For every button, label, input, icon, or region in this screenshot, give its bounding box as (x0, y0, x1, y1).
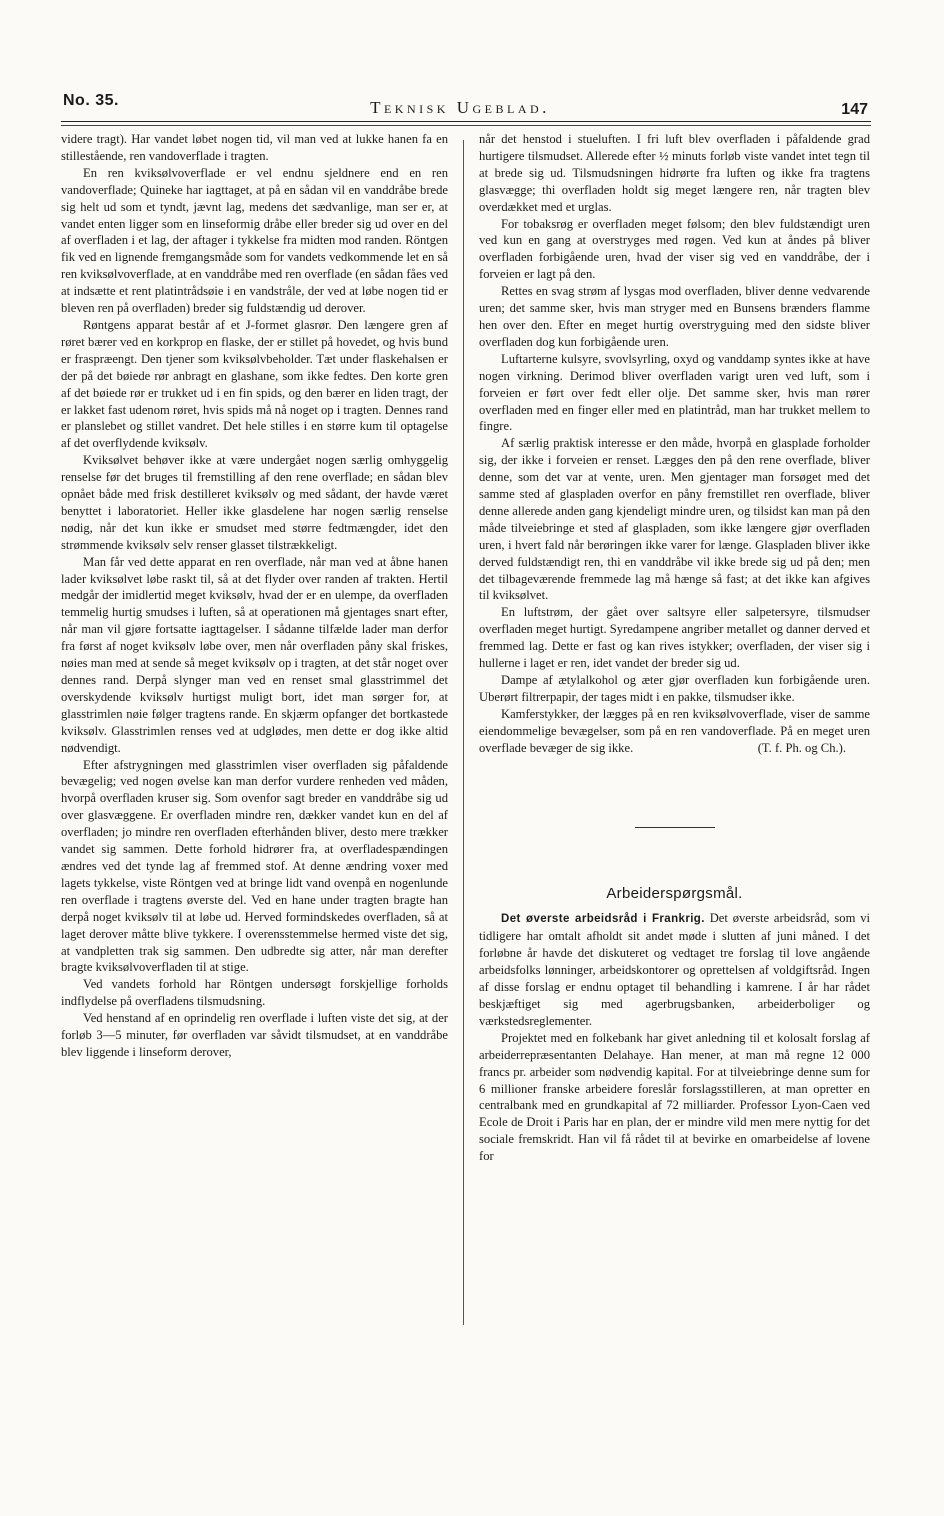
paragraph-text: Det øverste arbeidsråd, som vi tidligere har omtalt afholdt sit andet møde i slutten af juni måned. I det forløbne år havde det diskuteret og vedtaget tre forslag til love angående arbeidsfolks lønninger, arbeidskontorer og oprettelsen af voldgiftsråd. Ingen af disse forslag er endnu optaget til behandling i kamrene. I år har rådet beskjæftiget sig med agerbrugsbanken, arbeiderboliger og værkstedsreglementer. (479, 911, 871, 1028)
right-column (479, 131, 870, 1165)
journal-title: Teknisk Ugeblad. (370, 98, 550, 117)
paragraph: En ren kviksølvoverflade er vel endnu sjeldnere end en ren vandoverflade; Quineke har iagttaget, at på en sådan vil en vanddråbe brede sig helt ud som et tyndt, jævnt lag, medens det sædvanlige, man ser er, at vandet enten ligger som en linseformig dråbe eller breder sig ud over en del af overfladen i et lag, der aftager i tykkelse fra midten mod randen. Röntgen fik ved en lignende fremgangsmåde som for vandets vedkommende let en så ren kviksølvoverflade, at en vanddråbe med ren overflade (en sådan fåes ved at indsætte et rent platintrådsøie i en vandstråle, der ved at løbe nogen tid er bleven ren på overfladen) breder sig fuldstændig ud derover. (61, 165, 448, 316)
header-rule (61, 121, 871, 122)
paragraph-with-signature (479, 706, 870, 757)
paragraph: Man får ved dette apparat en ren overflade, når man ved at åbne hanen lader kviksølvet løbe raskt til, så at det flyder over randen af trakten. Hertil medgår der imidlertid meget kviksølv, hvad der er en ulempe, da overfladen temmelig hurtig smudses i luften, så at operationen må gjentages snart efter, når man vil gjøre fortsatte iagttagelser. I sådanne tilfælde lader man derfor fra først af noget kviksølv løbe over, men når overfladen påny skal friskes, nøies man med at sende så meget kviksølv op i tragten, at det står noget over dennes rand. Derpå slynger man ved en renset smal glasstrimmel det overskydende kviksølv hurtigst muligt bort, idet man sørger for, at glasstrimlen nøie følger tragtens rande. En skjærm opfanger det bortkastede kviksølv. Glasstrimlen renses ved at udglødes, men dette er dog ikke altid nødvendigt. (61, 554, 448, 755)
section-paragraph: Projektet med en folkebank har givet anledning til et kolosalt forslag af arbeiderrepræsentanten Delahaye. Han mener, at man må regne 12 000 francs pr. arbeider som nødvendig kapital. For at tilveiebringe denne sum for 6 millioner franske arbeidere foreslår forslagsstilleren, at man opretter en centralbank med en grundkapital af 72 milliarder. Professor Lyon-Caen ved Ecole de Droit i Paris har en plan, der er mindre vild men mere nyttig for det sociale fremskridt. Han vil få rådet til at bevirke en omarbeidelse af lovene for (479, 1030, 870, 1164)
paragraph: Efter afstrygningen med glasstrimlen viser overfladen sig påfaldende bevægelig; ved nogen øvelse kan man derfor vurdere renheden ved måden, hvorpå overfladen kruser sig. Som ovenfor sagt breder en vanddråbe sig ud over glasvæggene. Er overfladen mindre ren, dækker vandet kun en del af overfladen; jo mindre ren overfladen efterhånden bliver, desto mere trækker vandet sig sammen. Dette forhold hidrører fra, at overfladespændingen ændres ved det tynde lag af fremmed stof. At denne ændring voxer med lagets tykkelse, viste Röntgen ved at bringe lidt vand ovenpå en nogenlunde ren overflade i tragtens øverste del. Ved en hane under tragten bragte han derpå noget kviksølv til at løbe ud. Herved formindskedes overfladen, så at laget derover måtte blive tykkere. I overensstemmelse hermed viste det sig, at vandpletten trak sig sammen. Den udbredte sig atter, når man derefter bragte kviksølvoverfladen til at stige. (61, 757, 448, 975)
left-column (61, 131, 448, 1061)
paragraph: når det henstod i stueluften. I fri luft blev overfladen i påfaldende grad hurtigere tilsmudset. Allerede efter ½ minuts forløb viste vandet intet tegn til at brede sig ud. Tilsmudsningen hidrørte fra luften og ikke fra tragtens glasvægge; thi overfladen holdt sig meget længere ren, når tragten blev overdækket med et urglas. (479, 132, 870, 214)
paragraph: Kviksølvet behøver ikke at være undergået nogen særlig omhyggelig renselse før det bruges til fremstilling af den rene overflade; en sådan blev opnået både med frisk destilleret kviksølv og med sådant, der havde været benyttet i laboratoriet. Heller ikke glasdelene har nogen særlig renselse nødig, når det kun ikke er smudset med større fedtmængder, idet den strømmende kviksølv selv renser glasset tilstrækkeligt. (61, 453, 448, 552)
paragraph: Ved vandets forhold har Röntgen undersøgt forskjellige forholds indflydelse på overfladens tilsmudsning. (61, 977, 448, 1009)
paragraph: Rettes en svag strøm af lysgas mod overfladen, bliver denne vedvarende uren; det samme sker, hvis man stryger med en Bunsens brænders flamme hen over den. Efter en meget hurtig overstryguing med den sidste bliver overfladen dog kun forbigående uren. (479, 284, 870, 349)
paragraph: Røntgens apparat består af et J-formet glasrør. Den længere gren af røret bærer ved en korkprop en flaske, der er stillet på hovedet, og hvis bund er fraspræengt. Den tjener som kviksølvbeholder. Tæt under flaskehalsen er der på det bøiede rør anbragt en glashane, som ikke fedtes. Den korte gren af det bøiede rør er trukket ud i en fin spids, og den bærer en liden tragt, der er lakket fast udenom røret, hvis spids må nå noget op i tragten. Dennes rand er planslebet og stillet vandret. Det hele stilles i en større kum til optagelse af det overflydende kviksølv. (61, 317, 448, 451)
section-title: Arbeiderspørgsmål. (606, 884, 743, 902)
paragraph-text: Kamferstykker, der lægges på en ren kviksølvoverflade, viser de samme eiendommelige bevægelser, som på en ren vandoverflade. På en meget uren overflade bevæger de sig ikke. (479, 706, 870, 755)
section-separator (635, 827, 715, 828)
page-number: 147 (841, 101, 868, 118)
paragraph: Dampe af ætylalkohol og æter gjør overfladen kun forbigående uren. Uberørt filtrerpapir, der tages midt i en pakke, tilsmudser ikke. (479, 673, 870, 704)
paragraph: videre tragt). Har vandet løbet nogen tid, vil man ved at lukke hanen fa en stillestående, ren vandoverflade i tragten. (61, 132, 448, 163)
paragraph: En luftstrøm, der gået over saltsyre eller salpetersyre, tilsmudser overfladen meget hurtigt. Syredampene angriber metallet og danner derved et fremmed lag. Dette er fast og kan rives istykker; overfladen, der viser sig i hullerne i laget er ren, idet vandet der breder sig ud. (479, 605, 870, 671)
section-paragraph (479, 910, 870, 1029)
paragraph: For tobaksrøg er overfladen meget følsom; den blev fuldstændigt uren ved kun en gang at overstryges med røgen. Ved kun at åndes på bliver overfladen forbigående uren, hvad der viser sig ved en vanddråbe, der i forveien er lagt på den. (479, 216, 870, 282)
paragraph: Ved henstand af en oprindelig ren overflade i luften viste det sig, at der forløb 3—5 minuter, før overfladen var såvidt tilsmudset, at en vanddråbe blev liggende i linseform derover, (61, 1011, 448, 1059)
header-rule-thin (61, 125, 871, 126)
source-signature: (T. f. Ph. og Ch.). (757, 740, 846, 755)
paragraph: Luftarterne kulsyre, svovlsyrling, oxyd og vanddamp syntes ikke at have nogen virkning. Derimod bliver overfladen varigt uren ved luft, som i forveien er ført over fedt eller olje. Det samme sker, hvis man rører overfladen med en finger eller med en platintråd, man har trukket mellem to fingre. (479, 351, 870, 434)
column-divider (463, 140, 464, 1325)
section-runin-heading: Det øverste arbeidsråd i Frankrig. (501, 913, 705, 926)
paragraph: Af særlig praktisk interesse er den måde, hvorpå en glasplade forholder sig, der ikke i forveien er renset. Lægges den på den rene overflade, bliver denne, som det var at vente, uren. Men gjentager man forsøget med det samme sted af glaspladen overfor en påny fremstillet ren overflade, bliver denne allerede anden gang kjendeligt mindre uren, og tilsidst kan man på den måde tilveiebringe et sted af glaspladen, som ikke længere gjør overfladen uren, i hvert fald når berøringen ikke varer for længe. Glaspladen bliver ikke derved fuldstændigt ren, thi en vanddråbe vil ikke brede sig ud på den; men det tilbageværende fremmede lag må hænge så fast; at det ikke kan afgives til kviksølvet. (479, 436, 870, 603)
issue-number: No. 35. (63, 92, 119, 109)
